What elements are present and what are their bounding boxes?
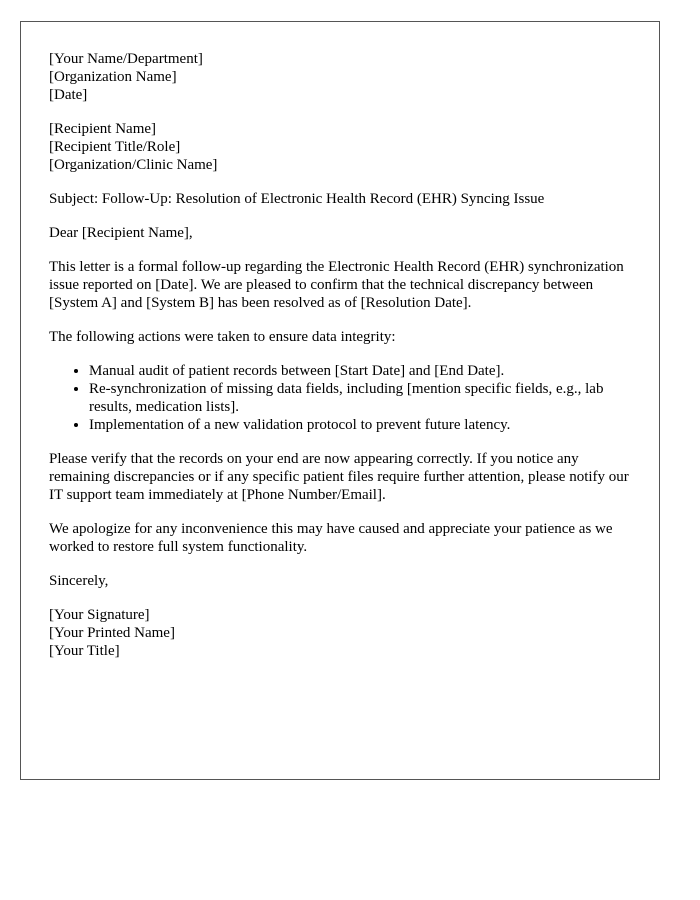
sender-name-department: [Your Name/Department] [49, 51, 203, 67]
sender-organization: [Organization Name] [49, 69, 177, 85]
action-item: • Manual audit of patient records between [Start Date] and [End Date]. [89, 362, 635, 380]
intro-paragraph: This letter is a formal follow-up regarding the Electronic Health Record (EHR) synchronization issue reported on [Date]. We are pleased to confirm that the technical discrepancy between [System A] and [System B] has been resolved as of [Resolution Date]. [49, 259, 624, 311]
closing: Sincerely, [49, 573, 109, 589]
letter-content [49, 50, 635, 676]
actions-list [49, 362, 635, 434]
recipient-title-role: [Recipient Title/Role] [49, 139, 181, 155]
printed-name: [Your Printed Name] [49, 625, 175, 641]
sender-block [49, 50, 635, 104]
action-item: • Implementation of a new validation protocol to prevent future latency. [89, 416, 635, 434]
action-item: • Re-synchronization of missing data fields, including [mention specific fields, e.g., lab results, medication lists]. [89, 380, 635, 416]
salutation: Dear [Recipient Name], [49, 225, 193, 241]
letter-page [20, 21, 660, 780]
recipient-name: [Recipient Name] [49, 121, 157, 137]
actions-intro: The following actions were taken to ensure data integrity: [49, 329, 396, 345]
signature-block [49, 606, 635, 660]
sender-date: [Date] [49, 87, 88, 103]
signer-title: [Your Title] [49, 643, 120, 659]
recipient-organization: [Organization/Clinic Name] [49, 157, 218, 173]
verify-paragraph: Please verify that the records on your end are now appearing correctly. If you notice any remaining discrepancies or if any specific patient files require further attention, please notify our IT support team immediately at [Phone Number/Email]. [49, 451, 629, 503]
signature: [Your Signature] [49, 607, 150, 623]
recipient-block [49, 120, 635, 174]
subject-line: Subject: Follow-Up: Resolution of Electronic Health Record (EHR) Syncing Issue [49, 191, 545, 207]
apology-paragraph: We apologize for any inconvenience this may have caused and appreciate your patience as we worked to restore full system functionality. [49, 521, 613, 555]
